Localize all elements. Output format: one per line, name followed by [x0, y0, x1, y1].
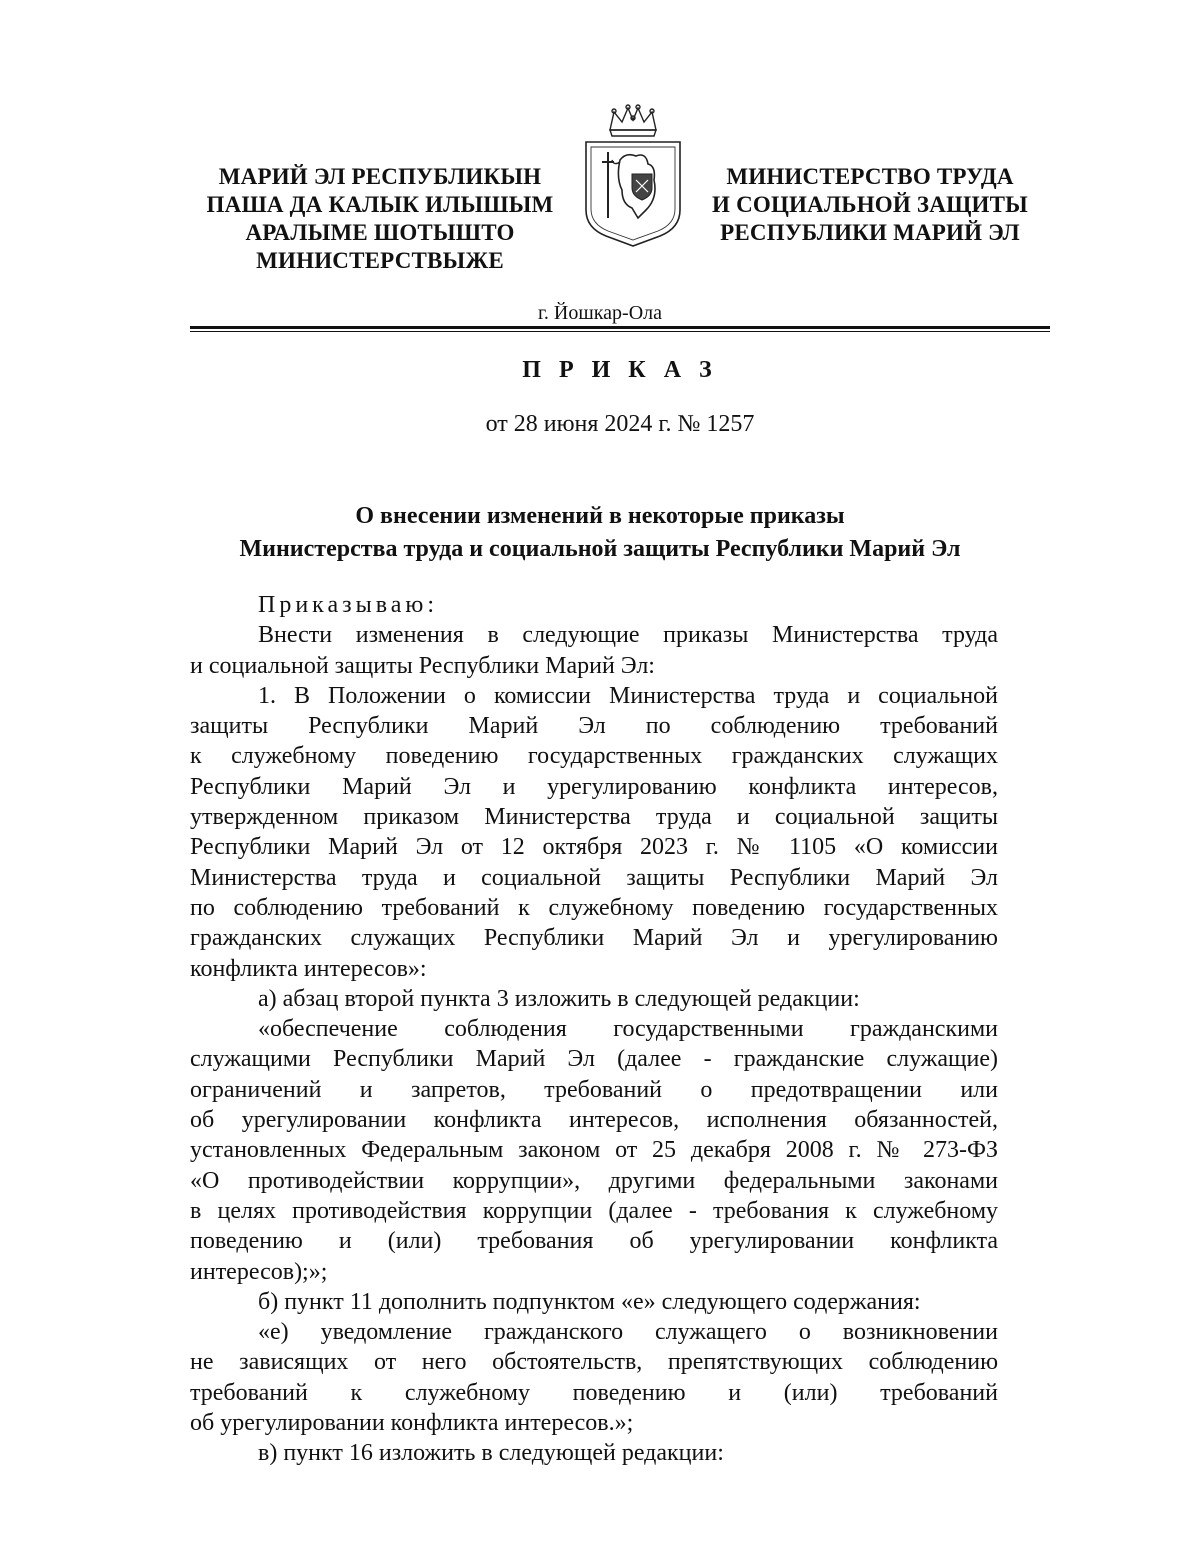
- body-line: по соблюдению требований к служебному поведению государственных: [190, 894, 998, 921]
- body-line: ограничений и запретов, требований о предотвращении или: [190, 1076, 998, 1103]
- header-divider: [190, 326, 1050, 329]
- document-title: П Р И К А З: [522, 357, 718, 383]
- document-subject-line: О внесении изменений в некоторые приказы: [355, 503, 845, 529]
- ministry-name-russian-line: РЕСПУБЛИКИ МАРИЙ ЭЛ: [720, 220, 1020, 245]
- ministry-name-mari: [190, 163, 570, 275]
- body-line: установленных Федеральным законом от 25 декабря 2008 г. № 273-ФЗ: [190, 1137, 998, 1164]
- ministry-name-russian: [700, 163, 1040, 247]
- body-line: Республики Марий Эл и урегулированию конфликта интересов,: [190, 773, 998, 800]
- body-line: требований к служебному поведению и (или) требований: [190, 1379, 998, 1406]
- body-line: утвержденном приказом Министерства труда и социальной защиты: [190, 804, 998, 831]
- body-line: Республики Марий Эл от 12 октября 2023 г. № 1105 «О комиссии: [190, 834, 998, 861]
- body-line: служащими Республики Марий Эл (далее - гражданские служащие): [190, 1046, 998, 1073]
- document-date-number: от 28 июня 2024 г. № 1257: [485, 411, 755, 437]
- coat-of-arms-icon: [582, 100, 684, 250]
- body-line: «е) уведомление гражданского служащего о возникновении: [258, 1319, 998, 1346]
- body-line: а) абзац второй пункта 3 изложить в следующей редакции:: [258, 985, 860, 1012]
- body-line: защиты Республики Марий Эл по соблюдению требований: [190, 713, 998, 740]
- ministry-name-russian-line: И СОЦИАЛЬНОЙ ЗАЩИТЫ: [712, 192, 1028, 217]
- body-line: б) пункт 11 дополнить подпунктом «е» следующего содержания:: [258, 1288, 921, 1315]
- header-divider-thin: [190, 331, 1050, 332]
- body-line: конфликта интересов»:: [190, 955, 427, 982]
- city-name: г. Йошкар-Ола: [537, 302, 663, 324]
- body-line: в целях противодействия коррупции (далее - требования к служебному: [190, 1197, 998, 1224]
- body-line: «обеспечение соблюдения государственными гражданскими: [258, 1016, 998, 1043]
- body-line: не зависящих от него обстоятельств, препятствующих соблюдению: [190, 1349, 998, 1376]
- ministry-name-mari-line: МИНИСТЕРСТВЫЖЕ: [256, 248, 504, 273]
- body-line: 1. В Положении о комиссии Министерства труда и социальной: [258, 682, 998, 709]
- ministry-name-russian-line: МИНИСТЕРСТВО ТРУДА: [726, 164, 1014, 189]
- body-line: Внести изменения в следующие приказы Министерства труда: [258, 622, 998, 649]
- body-line: интересов);»;: [190, 1258, 328, 1285]
- body-line: об урегулировании конфликта интересов, исполнения обязанностей,: [190, 1107, 998, 1134]
- body-line: гражданских служащих Республики Марий Эл и урегулированию: [190, 925, 998, 952]
- ministry-name-mari-line: АРАЛЫМЕ ШОТЫШТО: [245, 220, 515, 245]
- body-line: в) пункт 16 изложить в следующей редакции:: [258, 1440, 724, 1467]
- body-line: об урегулировании конфликта интересов.»;: [190, 1410, 634, 1437]
- ministry-name-mari-line: МАРИЙ ЭЛ РЕСПУБЛИКЫН: [218, 164, 542, 189]
- document-subject-line: Министерства труда и социальной защиты Республики Марий Эл: [239, 536, 961, 562]
- body-line: к служебному поведению государственных гражданских служащих: [190, 743, 998, 770]
- document-body: [190, 590, 998, 1469]
- body-line: «О противодействии коррупции», другими федеральными законами: [190, 1167, 998, 1194]
- body-line: поведению и (или) требования об урегулировании конфликта: [190, 1228, 998, 1255]
- ministry-name-mari-line: ПАША ДА КАЛЫК ИЛЫШЫМ: [206, 192, 554, 217]
- body-line: Министерства труда и социальной защиты Республики Марий Эл: [190, 864, 998, 891]
- document-subject: [0, 500, 1200, 566]
- body-line: и социальной защиты Республики Марий Эл:: [190, 652, 655, 679]
- body-line: Приказываю:: [258, 592, 438, 618]
